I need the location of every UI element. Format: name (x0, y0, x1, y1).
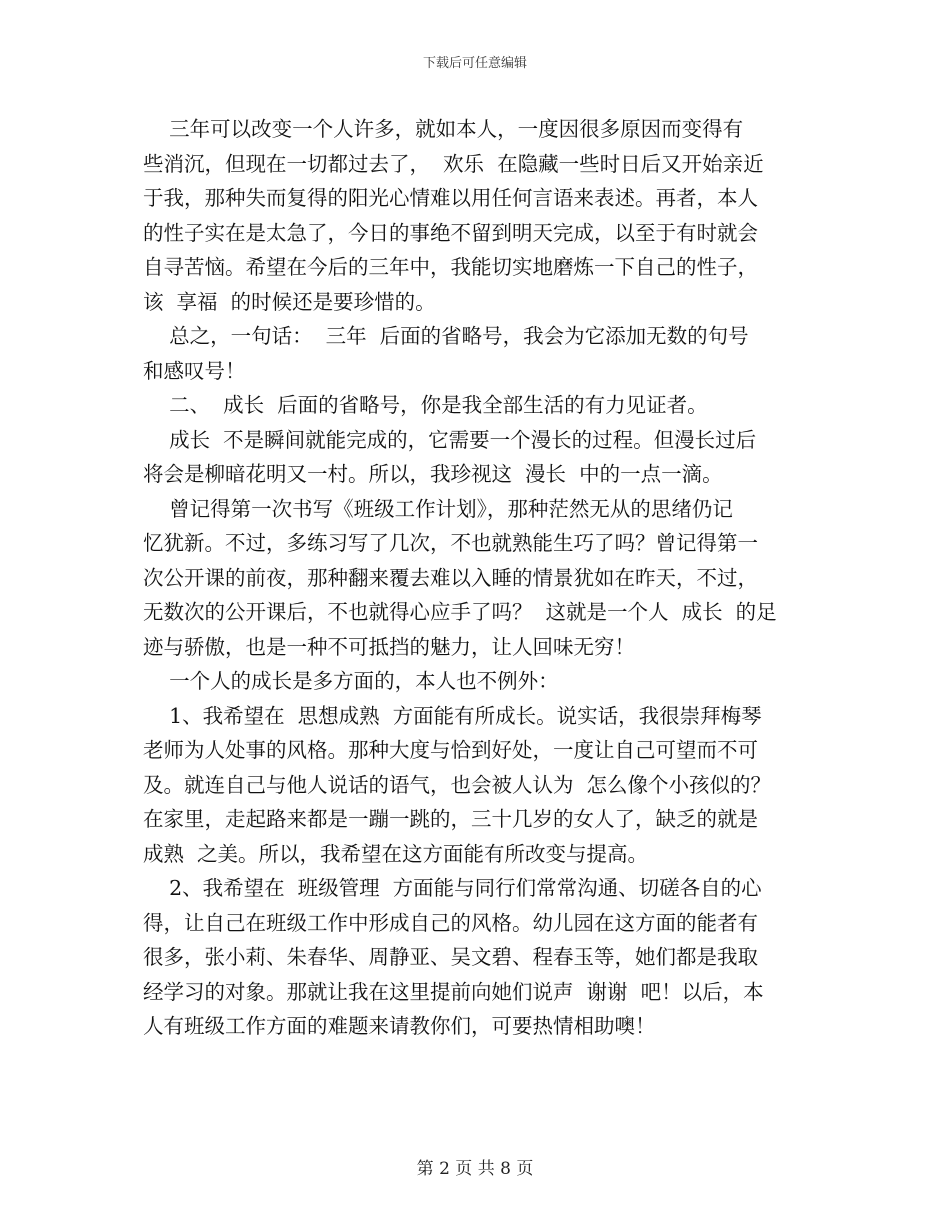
text-line: 忆犹新。不过，多练习写了几次，不也就熟能生巧了吗？曾记得第一 (143, 531, 758, 555)
text-line: 2、我希望在 班级管理 方面能与同行们常常沟通、切磋各自的心 (143, 876, 762, 900)
text-line: 很多，张小莉、朱春华、周静亚、吴文碧、程春玉等，她们都是我取 (143, 945, 758, 969)
text-line: 老师为人处事的风格。那种大度与恰到好处，一度让自己可望而不可 (143, 738, 758, 762)
text-line: 自寻苦恼。希望在今后的三年中，我能切实地磨炼一下自己的性子， (143, 255, 758, 279)
text-line: 于我，那种失而复得的阳光心情难以用任何言语来表述。再者，本人 (143, 186, 758, 210)
text-line: 一个人的成长是多方面的，本人也不例外： (143, 669, 559, 693)
text-line: 及。就连自己与他人说话的语气，也会被人认为 怎么像个小孩似的？ (143, 772, 772, 797)
text-line: 迹与骄傲，也是一种不可抵挡的魅力，让人回味无穷！ (143, 634, 635, 659)
text-line: 将会是柳暗花明又一村。所以，我珍视这 漫长 中的一点一滴。 (143, 462, 723, 486)
text-line: 三年可以改变一个人许多，就如本人，一度因很多原因而变得有 (143, 117, 744, 141)
text-line: 无数次的公开课后，不也就得心应手了吗？ 这就是一个人 成长 的足 (143, 600, 777, 624)
page-header: 下载后可任意编辑 (422, 56, 527, 71)
text-line: 成长 不是瞬间就能完成的，它需要一个漫长的过程。但漫长过后 (143, 427, 757, 452)
text-line: 的性子实在是太急了，今日的事绝不留到明天完成，以至于有时就会 (143, 220, 758, 245)
text-line: 得，让自己在班级工作中形成自己的风格。幼儿园在这方面的能者有 (143, 910, 758, 935)
text-line: 次公开课的前夜，那种翻来覆去难以入睡的情景犹如在昨天，不过， (143, 565, 758, 590)
text-line: 成熟 之美。所以，我希望在这方面能有所改变与提高。 (143, 841, 649, 866)
document-body (143, 112, 809, 1044)
text-line: 经学习的对象。那就让我在这里提前向她们说声 谢谢 吧！以后，本 (143, 979, 764, 1004)
text-line: 1、我希望在 思想成熟 方面能有所成长。说实话，我很崇拜梅琴 (143, 703, 762, 728)
text-line: 和感叹号！ (143, 358, 246, 383)
text-line: 些消沉，但现在一切都过去了， 欢乐 在隐藏一些时日后又开始亲近 (143, 151, 764, 176)
text-line: 二、 成长 后面的省略号，你是我全部生活的有力见证者。 (143, 393, 708, 417)
text-line: 人有班级工作方面的难题来请教你们，可要热情相助噢！ (143, 1014, 656, 1038)
text-line: 该 享福 的时候还是要珍惜的。 (143, 289, 436, 314)
page-number: 第 2 页 共 8 页 (416, 1159, 534, 1179)
text-line: 总之，一句话： 三年 后面的省略号，我会为它添加无数的句号 (143, 324, 749, 348)
text-line: 在家里，走起路来都是一蹦一跳的，三十几岁的女人了，缺乏的就是 (143, 807, 758, 831)
text-line: 曾记得第一次书写《班级工作计划》，那种茫然无从的思绪仍记 (143, 496, 733, 521)
